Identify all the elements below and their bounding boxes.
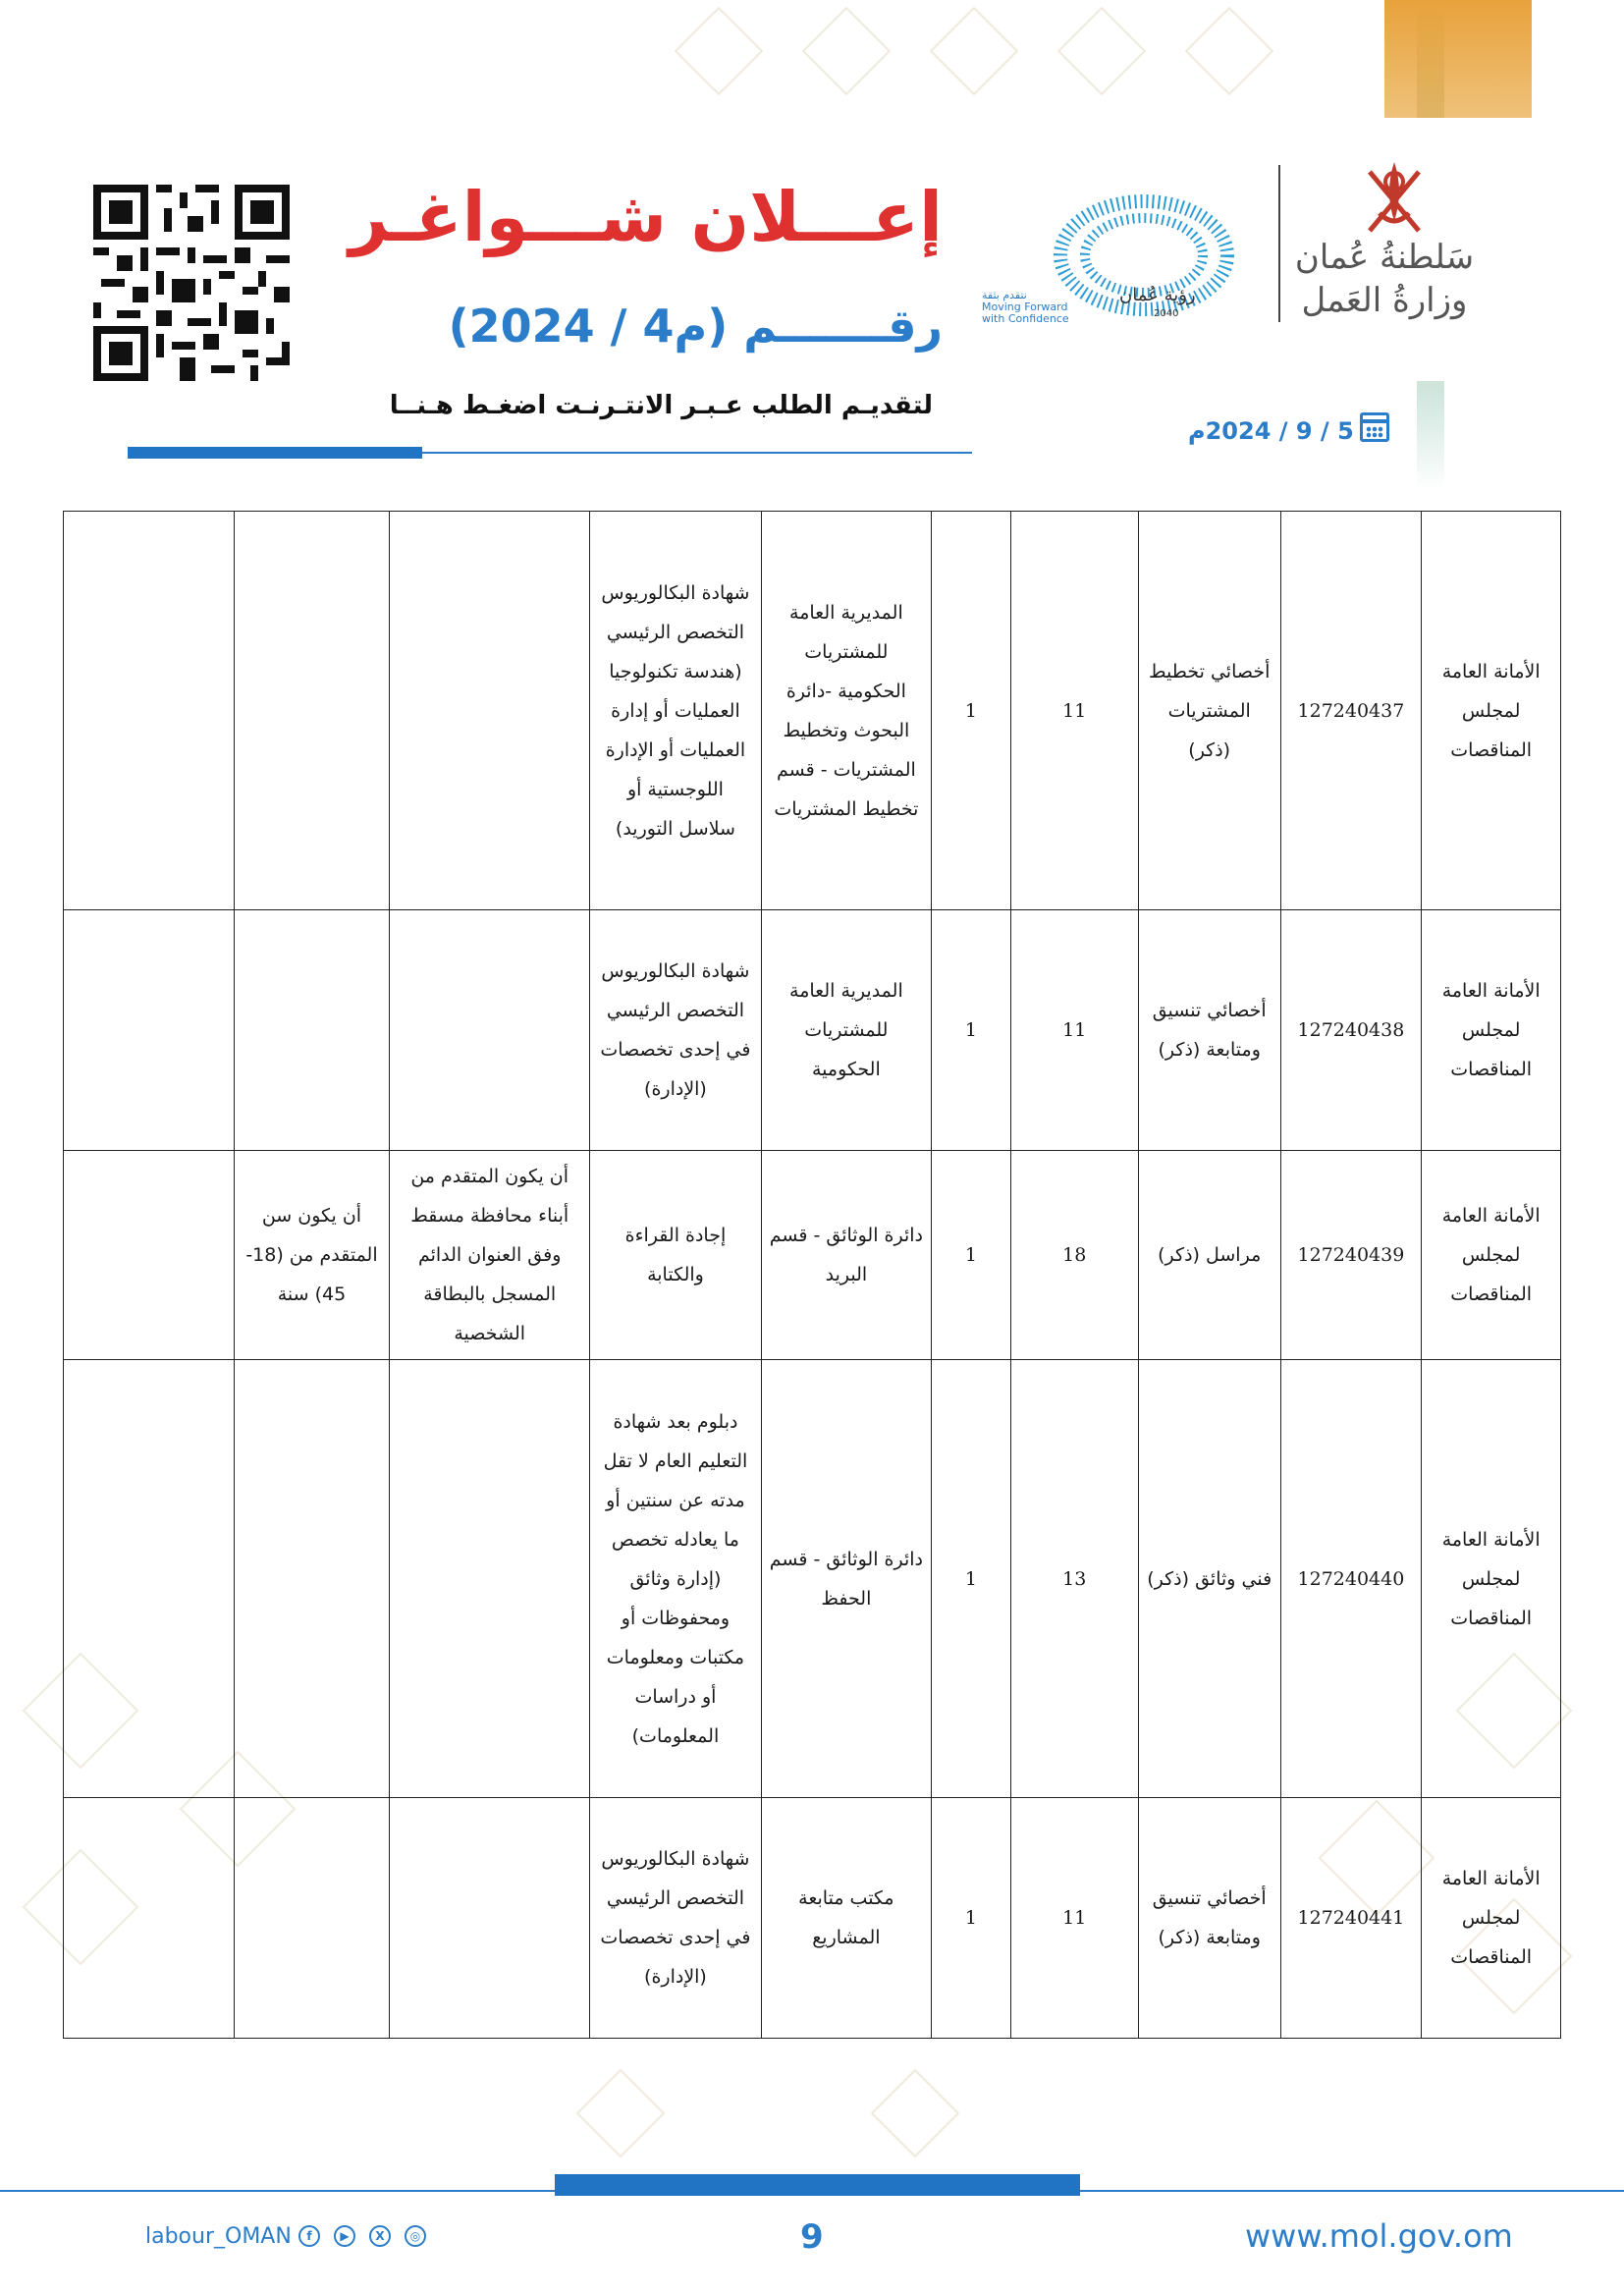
footer-accent-bar [555, 2174, 1080, 2196]
grade-cell: 18 [1010, 1151, 1138, 1360]
qr-code[interactable] [93, 185, 290, 381]
grade-cell: 11 [1010, 512, 1138, 910]
table-row [64, 1151, 1561, 1360]
youtube-icon[interactable]: ▶ [334, 2225, 355, 2247]
vision-title: رؤية عُمان [1119, 285, 1196, 305]
grade-cell: 11 [1010, 910, 1138, 1151]
count-cell: 1 [932, 1360, 1011, 1798]
x-icon[interactable]: X [369, 2225, 391, 2247]
entity-cell: الأمانة العامة لمجلس المناقصات [1422, 1151, 1561, 1360]
ministry-name-line1: سَلطنةُ عُمان [1294, 238, 1475, 277]
social-handle[interactable]: labour_OMAN [145, 2224, 292, 2249]
job-title-cell: أخصائي تنسيق ومتابعة (ذكر) [1138, 910, 1280, 1151]
condition-cell [234, 1360, 389, 1798]
job-title-cell: مراسل (ذكر) [1138, 1151, 1280, 1360]
table-row [64, 512, 1561, 910]
top-accent-band [1384, 0, 1532, 118]
condition-cell [234, 1798, 389, 2039]
department-cell: المديرية العامة للمشتريات الحكومية -دائرة البحوث وتخطيط المشتريات - قسم تخطيط المشتريات [761, 512, 931, 910]
apply-online-link[interactable]: لتقديـم الطلب عـبـر الانتـرنـت اضغـط هـنــا [389, 391, 933, 420]
grade-cell: 13 [1010, 1360, 1138, 1798]
job-title-cell: فني وثائق (ذكر) [1138, 1360, 1280, 1798]
job-title-cell: أخصائي تخطيط المشتريات (ذكر) [1138, 512, 1280, 910]
jobs-table [63, 511, 1561, 2039]
department-cell: مكتب متابعة المشاريع [761, 1798, 931, 2039]
table-row [64, 1798, 1561, 2039]
qualification-cell: شهادة البكالوريوس التخصص الرئيسي (هندسة تكنولوجيا العمليات أو إدارة العمليات أو الإدارة اللوجستية أو سلاسل التوريد) [590, 512, 761, 910]
count-cell: 1 [932, 512, 1011, 910]
entity-cell: الأمانة العامة لمجلس المناقصات [1422, 910, 1561, 1151]
condition-cell: أن يكون المتقدم من أبناء محافظة مسقط وفق العنوان الدائم المسجل بالبطاقة الشخصية [390, 1151, 590, 1360]
condition-cell [390, 1798, 590, 2039]
ministry-name [1291, 236, 1478, 322]
notes-cell [64, 1151, 235, 1360]
condition-cell: أن يكون سن المتقدم من (18-45) سنة [234, 1151, 389, 1360]
announcement-number: رقـــــــم (م4 / 2024) [448, 300, 943, 353]
condition-cell [390, 910, 590, 1151]
qualification-cell: دبلوم بعد شهادة التعليم العام لا تقل مدته عن سنتين أو ما يعادله تخصص (إدارة وثائق ومحفوظات أو مكتبات ومعلومات أو دراسات المعلومات) [590, 1360, 761, 1798]
department-cell: المديرية العامة للمشتريات الحكومية [761, 910, 931, 1151]
condition-cell [234, 910, 389, 1151]
job-code-cell: 127240438 [1280, 910, 1422, 1151]
notes-cell [64, 910, 235, 1151]
department-cell: دائرة الوثائق - قسم الحفظ [761, 1360, 931, 1798]
count-cell: 1 [932, 910, 1011, 1151]
job-code-cell: 127240437 [1280, 512, 1422, 910]
page-title: إعـــلان شـــواغـر [349, 177, 943, 257]
notes-cell [64, 1798, 235, 2039]
header-rule-accent [128, 447, 422, 459]
notes-cell [64, 1360, 235, 1798]
facebook-icon[interactable]: f [298, 2225, 320, 2247]
count-cell: 1 [932, 1798, 1011, 2039]
grade-cell: 11 [1010, 1798, 1138, 2039]
count-cell: 1 [932, 1151, 1011, 1360]
entity-cell: الأمانة العامة لمجلس المناقصات [1422, 1798, 1561, 2039]
vision-tagline-en1: Moving Forward [982, 300, 1068, 313]
logo-divider [1278, 165, 1280, 322]
qualification-cell: إجادة القراءة والكتابة [590, 1151, 761, 1360]
job-code-cell: 127240439 [1280, 1151, 1422, 1360]
vision-tagline-ar: نتقدم بثقة [982, 289, 1027, 301]
condition-cell [234, 512, 389, 910]
oman-emblem-icon [1360, 152, 1429, 241]
department-cell: دائرة الوثائق - قسم البريد [761, 1151, 931, 1360]
table-row [64, 910, 1561, 1151]
page-number: 9 [800, 2217, 824, 2257]
ministry-name-line2: وزارةُ العَمل [1301, 281, 1468, 320]
table-row [64, 1360, 1561, 1798]
notes-cell [64, 512, 235, 910]
job-title-cell: أخصائي تنسيق ومتابعة (ذكر) [1138, 1798, 1280, 2039]
vision-tagline [982, 290, 1090, 325]
announcement-date: 5 / 9 / 2024م [1188, 417, 1354, 445]
entity-cell: الأمانة العامة لمجلس المناقصات [1422, 1360, 1561, 1798]
instagram-icon[interactable]: ◎ [405, 2225, 426, 2247]
qualification-cell: شهادة البكالوريوس التخصص الرئيسي في إحدى تخصصات (الإدارة) [590, 910, 761, 1151]
entity-cell: الأمانة العامة لمجلس المناقصات [1422, 512, 1561, 910]
condition-cell [390, 1360, 590, 1798]
calendar-icon [1360, 412, 1389, 442]
qualification-cell: شهادة البكالوريوس التخصص الرئيسي في إحدى تخصصات (الإدارة) [590, 1798, 761, 2039]
job-code-cell: 127240441 [1280, 1798, 1422, 2039]
vision-year: 2040 [1154, 308, 1179, 319]
website-link[interactable]: www.mol.gov.om [1245, 2217, 1513, 2255]
vision-tagline-en2: with Confidence [982, 312, 1069, 325]
condition-cell [390, 512, 590, 910]
job-code-cell: 127240440 [1280, 1360, 1422, 1798]
